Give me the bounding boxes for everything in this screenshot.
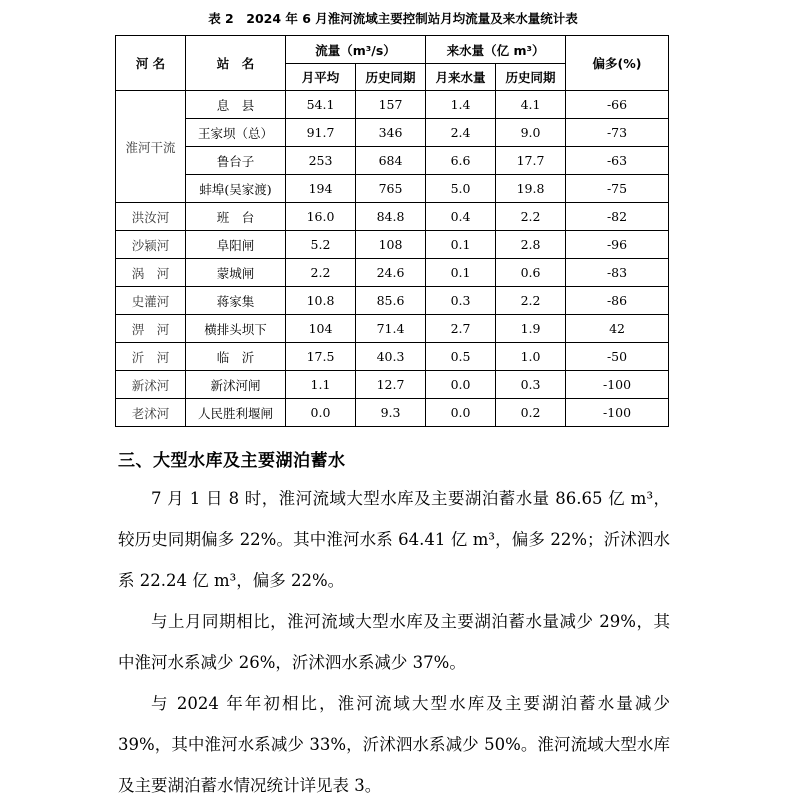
table-row <box>116 175 669 203</box>
inflow-month-cell: 0.1 <box>426 259 496 287</box>
table-row <box>116 371 669 399</box>
inflow-month-cell: 0.3 <box>426 287 496 315</box>
header-station: 站 名 <box>186 36 286 91</box>
inflow-hist-cell: 19.8 <box>496 175 566 203</box>
deviation-cell: -73 <box>566 119 669 147</box>
paragraph-text: 与 2024 年年初相比，淮河流域大型水库及主要湖泊蓄水量减少 39%，其中淮河水系减少 33%，沂沭泗水系减少 50%。淮河流域大型水库及主要湖泊蓄水情况统计详见表 3。 <box>118 694 670 795</box>
inflow-hist-cell: 4.1 <box>496 91 566 119</box>
river-name-cell: 淠 河 <box>116 315 186 343</box>
flow-hist-cell: 40.3 <box>356 343 426 371</box>
flow-hist-cell: 108 <box>356 231 426 259</box>
flow-hist-cell: 84.8 <box>356 203 426 231</box>
header-deviation: 偏多(%) <box>566 36 669 91</box>
inflow-month-cell: 2.4 <box>426 119 496 147</box>
flow-hist-cell: 346 <box>356 119 426 147</box>
flow-month-cell: 104 <box>286 315 356 343</box>
deviation-cell: -82 <box>566 203 669 231</box>
inflow-hist-cell: 0.2 <box>496 399 566 427</box>
paragraph-monthly-change <box>118 601 670 683</box>
inflow-month-cell: 0.4 <box>426 203 496 231</box>
table-row <box>116 287 669 315</box>
deviation-cell: -75 <box>566 175 669 203</box>
station-cell: 班 台 <box>186 203 286 231</box>
inflow-hist-cell: 2.2 <box>496 203 566 231</box>
flow-month-cell: 2.2 <box>286 259 356 287</box>
table-row <box>116 231 669 259</box>
deviation-cell: -66 <box>566 91 669 119</box>
inflow-month-cell: 5.0 <box>426 175 496 203</box>
flow-month-cell: 5.2 <box>286 231 356 259</box>
flow-month-cell: 91.7 <box>286 119 356 147</box>
section-title: 三、大型水库及主要湖泊蓄水 <box>118 451 346 471</box>
river-name-cell: 涡 河 <box>116 259 186 287</box>
flow-hist-cell: 24.6 <box>356 259 426 287</box>
inflow-month-cell: 0.0 <box>426 399 496 427</box>
flow-month-cell: 0.0 <box>286 399 356 427</box>
flow-month-cell: 194 <box>286 175 356 203</box>
header-flow-month: 月平均 <box>286 64 356 91</box>
table-row <box>116 147 669 175</box>
header-flow: 流量（m³/s） <box>286 36 426 64</box>
inflow-month-cell: 0.5 <box>426 343 496 371</box>
deviation-cell: -83 <box>566 259 669 287</box>
inflow-month-cell: 6.6 <box>426 147 496 175</box>
river-name-cell: 老沭河 <box>116 399 186 427</box>
inflow-hist-cell: 0.6 <box>496 259 566 287</box>
paragraph-yearly-change <box>118 683 670 806</box>
table-row <box>116 343 669 371</box>
flow-hist-cell: 684 <box>356 147 426 175</box>
station-cell: 蒙城闸 <box>186 259 286 287</box>
deviation-cell: -63 <box>566 147 669 175</box>
header-inflow: 来水量（亿 m³） <box>426 36 566 64</box>
flow-hist-cell: 85.6 <box>356 287 426 315</box>
inflow-month-cell: 0.1 <box>426 231 496 259</box>
header-flow-hist: 历史同期 <box>356 64 426 91</box>
header-river: 河 名 <box>116 36 186 91</box>
deviation-cell: -100 <box>566 399 669 427</box>
flow-month-cell: 1.1 <box>286 371 356 399</box>
deviation-cell: -100 <box>566 371 669 399</box>
station-cell: 横排头坝下 <box>186 315 286 343</box>
river-name-cell: 淮河干流 <box>116 91 186 203</box>
table-row <box>116 119 669 147</box>
deviation-cell: -50 <box>566 343 669 371</box>
table-caption: 表 2 2024 年 6 月淮河流域主要控制站月均流量及来水量统计表 <box>208 11 578 26</box>
river-name-cell: 史灌河 <box>116 287 186 315</box>
table-row <box>116 399 669 427</box>
deviation-cell: 42 <box>566 315 669 343</box>
flow-month-cell: 10.8 <box>286 287 356 315</box>
inflow-month-cell: 0.0 <box>426 371 496 399</box>
deviation-cell: -96 <box>566 231 669 259</box>
flow-month-cell: 54.1 <box>286 91 356 119</box>
flow-month-cell: 16.0 <box>286 203 356 231</box>
inflow-hist-cell: 0.3 <box>496 371 566 399</box>
river-name-cell: 沙颍河 <box>116 231 186 259</box>
inflow-month-cell: 2.7 <box>426 315 496 343</box>
header-inflow-month: 月来水量 <box>426 64 496 91</box>
inflow-hist-cell: 2.8 <box>496 231 566 259</box>
station-cell: 息 县 <box>186 91 286 119</box>
flow-statistics-table <box>115 35 669 427</box>
header-inflow-hist: 历史同期 <box>496 64 566 91</box>
table-row <box>116 259 669 287</box>
river-name-cell: 沂 河 <box>116 343 186 371</box>
paragraph-text: 7 月 1 日 8 时，淮河流域大型水库及主要湖泊蓄水量 86.65 亿 m³，较历史同期偏多 22%。其中淮河水系 64.41 亿 m³，偏多 22%；沂沭泗水系 22.24 亿 m³，偏多 22%。 <box>118 489 670 590</box>
flow-hist-cell: 12.7 <box>356 371 426 399</box>
station-cell: 阜阳闸 <box>186 231 286 259</box>
station-cell: 王家坝（总） <box>186 119 286 147</box>
deviation-cell: -86 <box>566 287 669 315</box>
river-name-cell: 洪汝河 <box>116 203 186 231</box>
station-cell: 鲁台子 <box>186 147 286 175</box>
station-cell: 蚌埠(吴家渡) <box>186 175 286 203</box>
inflow-hist-cell: 1.9 <box>496 315 566 343</box>
inflow-hist-cell: 1.0 <box>496 343 566 371</box>
river-name-cell: 新沭河 <box>116 371 186 399</box>
station-cell: 蒋家集 <box>186 287 286 315</box>
flow-hist-cell: 765 <box>356 175 426 203</box>
station-cell: 人民胜利堰闸 <box>186 399 286 427</box>
flow-hist-cell: 71.4 <box>356 315 426 343</box>
flow-month-cell: 17.5 <box>286 343 356 371</box>
flow-hist-cell: 157 <box>356 91 426 119</box>
paragraph-storage-summary <box>118 478 670 601</box>
station-cell: 新沭河闸 <box>186 371 286 399</box>
station-cell: 临 沂 <box>186 343 286 371</box>
table-row <box>116 91 669 119</box>
flow-hist-cell: 9.3 <box>356 399 426 427</box>
table-row <box>116 203 669 231</box>
table-body <box>116 91 669 427</box>
inflow-month-cell: 1.4 <box>426 91 496 119</box>
paragraph-text: 与上月同期相比，淮河流域大型水库及主要湖泊蓄水量减少 29%，其中淮河水系减少 26%，沂沭泗水系减少 37%。 <box>118 612 670 672</box>
table-row <box>116 315 669 343</box>
inflow-hist-cell: 9.0 <box>496 119 566 147</box>
flow-month-cell: 253 <box>286 147 356 175</box>
inflow-hist-cell: 17.7 <box>496 147 566 175</box>
inflow-hist-cell: 2.2 <box>496 287 566 315</box>
